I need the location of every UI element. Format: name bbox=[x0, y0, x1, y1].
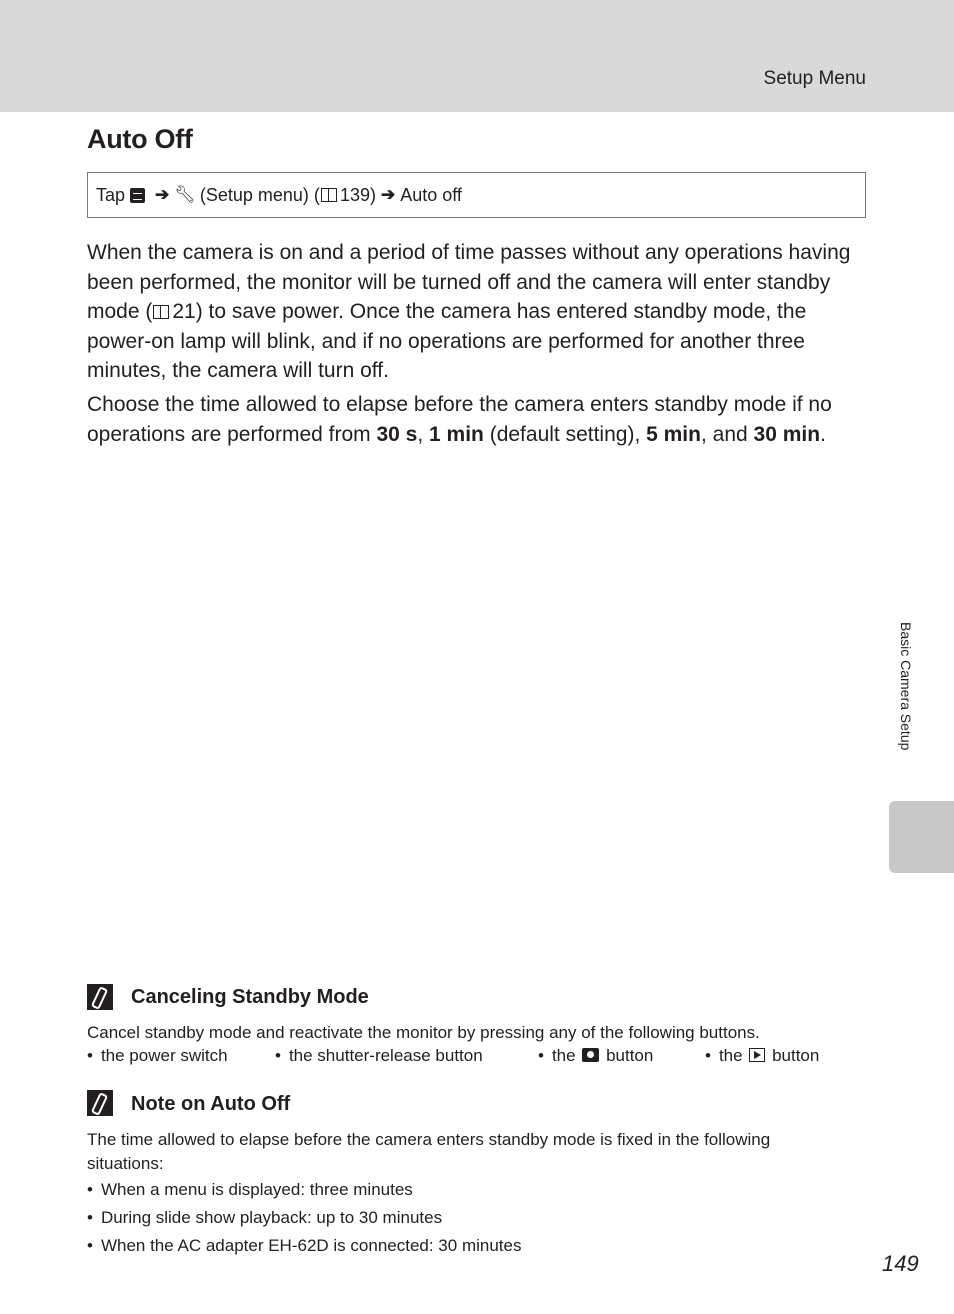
para2-sep2: , and bbox=[700, 422, 754, 446]
note-heading-auto-off: Note on Auto Off bbox=[131, 1093, 291, 1115]
item-shutter: the shutter-release button bbox=[288, 1046, 483, 1065]
item-camera-pre: the bbox=[551, 1046, 576, 1065]
option-30s: 30 s bbox=[376, 422, 418, 446]
nav-tap: Tap bbox=[96, 184, 126, 205]
para1-ref: 21) bbox=[172, 300, 203, 323]
menu-path-box bbox=[87, 172, 866, 218]
book-reference-icon bbox=[321, 188, 337, 202]
camera-icon bbox=[582, 1048, 599, 1062]
menu-icon bbox=[130, 188, 145, 203]
nav-setup-menu: (Setup menu) ( bbox=[199, 184, 320, 205]
options-paragraph bbox=[87, 390, 867, 449]
para2-end: . bbox=[820, 422, 826, 446]
para2-sep1: , bbox=[417, 422, 430, 446]
book-reference-icon bbox=[153, 305, 169, 319]
list-item: • When the AC adapter EH-62D is connected: 30 minutes bbox=[87, 1236, 522, 1255]
page-title: Auto Off bbox=[87, 124, 193, 154]
note-text-auto-off: The time allowed to elapse before the camera enters standby mode is fixed in the following situations: bbox=[87, 1130, 771, 1173]
situation-slideshow: During slide show playback: up to 30 minutes bbox=[100, 1208, 443, 1227]
list-item: • When a menu is displayed: three minutes bbox=[87, 1180, 413, 1199]
para2-text-b: (default setting), bbox=[483, 422, 647, 446]
para1-text-a: When the camera is on and a period of time passes without any operations having been performed, the monitor will be turned off and the camera will enter standby mode ( bbox=[87, 241, 851, 323]
item-play-post: button bbox=[772, 1046, 820, 1065]
side-tab bbox=[889, 801, 954, 873]
play-icon bbox=[749, 1048, 765, 1062]
note-heading-canceling: Canceling Standby Mode bbox=[131, 986, 369, 1008]
note-pencil-icon bbox=[87, 984, 113, 1010]
nav-page-ref: 139) bbox=[339, 184, 376, 205]
item-power-switch: the power switch bbox=[100, 1046, 228, 1065]
section-label: Setup Menu bbox=[763, 68, 866, 89]
list-item: • During slide show playback: up to 30 minutes bbox=[87, 1208, 443, 1227]
para2-text-a: Choose the time allowed to elapse before the camera enters standby mode if no operations are performed from bbox=[87, 393, 832, 446]
note-pencil-icon bbox=[87, 1090, 113, 1116]
side-tab-label: Basic Camera Setup bbox=[898, 622, 914, 751]
header-band bbox=[0, 0, 954, 112]
option-5min: 5 min bbox=[646, 422, 701, 446]
list-item: • the button bbox=[538, 1046, 654, 1065]
item-camera-post: button bbox=[606, 1046, 654, 1065]
arrow-icon: ➔ bbox=[380, 185, 396, 204]
list-item: • the shutter-release button bbox=[275, 1046, 483, 1065]
item-play-pre: the bbox=[718, 1046, 743, 1065]
option-1min: 1 min bbox=[429, 422, 484, 446]
option-30min: 30 min bbox=[753, 422, 821, 446]
intro-paragraph bbox=[87, 238, 867, 386]
wrench-icon: 🔧︎ bbox=[174, 185, 196, 204]
situation-menu: When a menu is displayed: three minutes bbox=[100, 1180, 413, 1199]
page-number: 149 bbox=[882, 1251, 919, 1276]
situation-list bbox=[87, 1180, 521, 1264]
para1-text-b: to save power. Once the camera has entered standby mode, the power-on lamp will blink, and if no operations are performed for another three minutes, the camera will turn off. bbox=[87, 300, 807, 382]
note-text-canceling: Cancel standby mode and reactivate the monitor by pressing any of the following buttons. bbox=[87, 1023, 760, 1042]
nav-target: Auto off bbox=[400, 184, 462, 205]
arrow-icon: ➔ bbox=[155, 185, 170, 204]
list-item: • the button bbox=[705, 1046, 820, 1065]
situation-ac-adapter: When the AC adapter EH-62D is connected: 30 minutes bbox=[100, 1236, 522, 1255]
list-item: • the power switch bbox=[87, 1046, 228, 1065]
